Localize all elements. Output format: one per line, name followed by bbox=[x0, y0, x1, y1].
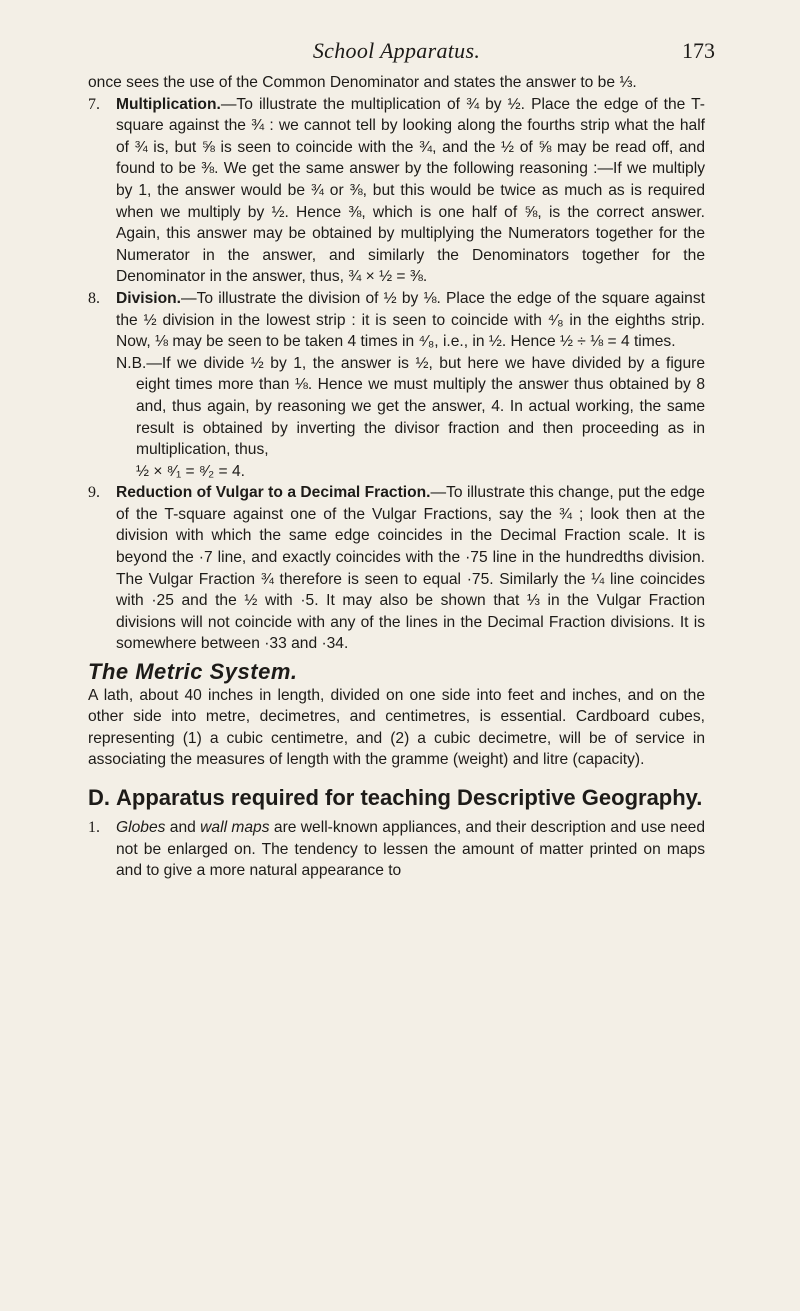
item-number: 8. bbox=[88, 289, 100, 307]
lead-wall-maps: wall maps bbox=[200, 819, 270, 836]
nota-bene-text: N.B.—If we divide ½ by 1, the answer is ½, but here we have divided by a figure eight times more than ⅛. Hence we must multiply the answer thus obtained by 8 and, thus again, by reasoning we get the answer, 4. In actual working, the same result is obtained by inverting the divisor fraction and then proceeding as in multiplication, thus, bbox=[116, 354, 705, 459]
metric-paragraph: A lath, about 40 inches in length, divided on one side into feet and inches, and on the other side into metre, decimetres, and centimetres, is essential. Cardboard cubes, representing (1) a cubic centimetre, and (2) a cubic decimetre, will be of service in associating the measures of length with the gramme (weight) and litre (capacity). bbox=[88, 686, 705, 769]
section-d-heading bbox=[88, 785, 705, 811]
item-reduction bbox=[88, 482, 705, 655]
item-heading: Division. bbox=[116, 289, 181, 307]
lead-and: and bbox=[165, 819, 201, 836]
item-division bbox=[88, 288, 705, 353]
body-text bbox=[88, 72, 705, 882]
item-number: 1. bbox=[88, 819, 100, 836]
item-text: —To illustrate this change, put the edge of the T-square against one of the Vulgar Fractions, say the ¾ ; look then at the division with which the same edge coincides in the Decimal Fraction scale. It is beyond the ·7 line, and exactly coincides with the ·75 line in the hundredths division. The Vulgar Fraction ¾ therefore is seen to equal ·75. Similarly the ¼ line coincides with ·25 and the ½ with ·5. It may also be shown that ⅓ in the Vulgar Fraction divisions will not coincide with any of the lines in the Decimal Fraction divisions. It is somewhere between ·33 and ·34. bbox=[116, 484, 705, 653]
lead-globes: Globes bbox=[116, 819, 166, 836]
metric-section-title: The Metric System. bbox=[88, 659, 298, 685]
nota-bene-equation: ½ × ⁸⁄₁ = ⁸⁄₂ = 4. bbox=[136, 462, 246, 480]
intro-paragraph: once sees the use of the Common Denominator and states the answer to be ⅓. bbox=[88, 74, 637, 91]
page-header bbox=[88, 0, 715, 63]
nota-bene-note bbox=[88, 353, 705, 483]
item-multiplication bbox=[88, 94, 705, 288]
section-letter: D. bbox=[88, 785, 110, 810]
running-title: School Apparatus. bbox=[312, 38, 481, 63]
section-d-title: Apparatus required for teaching Descriptive Geography. bbox=[116, 785, 703, 810]
item-number: 9. bbox=[88, 484, 100, 502]
item-globes bbox=[88, 817, 705, 882]
item-text: are well-known appliances, and their description and use need not be enlarged on. The tendency to lessen the amount of matter printed on maps and to give a more natural appearance to bbox=[116, 819, 705, 880]
item-number: 7. bbox=[88, 95, 100, 113]
page-number: 173 bbox=[682, 38, 715, 63]
item-text: —To illustrate the division of ½ by ⅛. Place the edge of the square against the ½ division in the lowest strip : it is seen to coincide with ⁴⁄₈ in the eighths strip. Now, ⅛ may be seen to be taken 4 times in ⁴⁄₈, i.e., in ½. Hence ½ ÷ ⅛ = 4 times. bbox=[116, 289, 705, 351]
item-heading: Multiplication. bbox=[116, 95, 221, 113]
item-heading: Reduction of Vulgar to a Decimal Fraction. bbox=[116, 484, 431, 502]
item-text: —To illustrate the multiplication of ¾ by ½. Place the edge of the T-square against the ¾ : we cannot tell by looking along the fourths strip what the half of ¾ is, but ⅝ is seen to coincide with the ¾, and the ½ of ⅝ may be read off, and found to be ⅜. We get the same answer by the following reasoning :—If we multiply by 1, the answer would be ¾ or ⅜, but this would be twice as much as is required when we multiply by ½. Hence ⅜, which is one half of ⅝, is the correct answer. Again, this answer may be obtained by multiplying the Numerators together for the Numerator in the answer, and similarly the Denominators together for the Denominator in the answer, thus, ¾ × ½ = ⅜. bbox=[116, 95, 705, 286]
